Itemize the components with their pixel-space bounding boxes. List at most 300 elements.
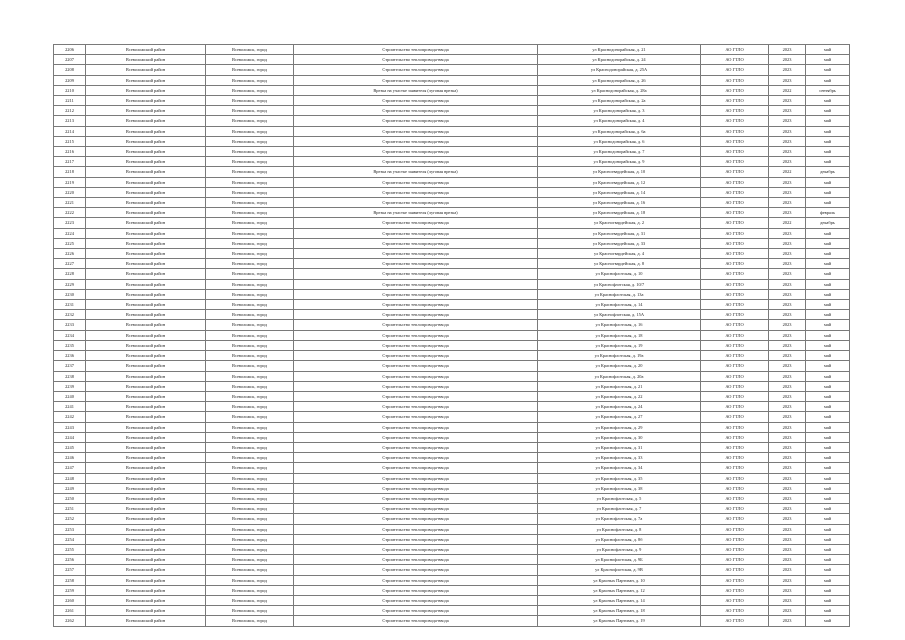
locality-cell: Всеволожск, город: [206, 116, 294, 126]
year-cell: 2023: [769, 493, 806, 503]
organization-cell: АО ГТЛО: [701, 483, 769, 493]
district-cell: Всеволожский район: [86, 269, 206, 279]
address-cell: ул Краснодонорайская, д. 9: [538, 157, 701, 167]
district-cell: Всеволожский район: [86, 585, 206, 595]
connections-table: [53, 44, 850, 627]
district-cell: Всеволожский район: [86, 575, 206, 585]
address-cell: ул Краснофлотская, д. 29: [538, 422, 701, 432]
address-cell: ул Красногвардейская, д. 10: [538, 167, 701, 177]
organization-cell: АО ГТЛО: [701, 289, 769, 299]
table-row: [54, 340, 850, 350]
table-row: [54, 391, 850, 401]
row-number-cell: 2239: [54, 381, 86, 391]
organization-cell: АО ГТЛО: [701, 106, 769, 116]
address-cell: ул Краснофлотская, д. 5: [538, 493, 701, 503]
work-type-cell: Строительство теплопровода-ввода: [294, 381, 538, 391]
row-number-cell: 2230: [54, 289, 86, 299]
locality-cell: Всеволожск, город: [206, 55, 294, 65]
address-cell: ул Краснофлотская, д. 9Б: [538, 555, 701, 565]
row-number-cell: 2240: [54, 391, 86, 401]
month-cell: май: [806, 575, 850, 585]
year-cell: 2023: [769, 504, 806, 514]
address-cell: ул Краснофлотская, д. 27: [538, 412, 701, 422]
row-number-cell: 2228: [54, 269, 86, 279]
work-type-cell: Строительство теплопровода-ввода: [294, 606, 538, 616]
work-type-cell: Строительство теплопровода-ввода: [294, 534, 538, 544]
address-cell: ул Красных Партизан, д. 18: [538, 606, 701, 616]
month-cell: май: [806, 198, 850, 208]
work-type-cell: Строительство теплопровода-ввода: [294, 555, 538, 565]
locality-cell: Всеволожск, город: [206, 136, 294, 146]
month-cell: май: [806, 391, 850, 401]
address-cell: ул Краснофлотская, д. 24: [538, 402, 701, 412]
address-cell: ул Краснофлотская, д. 14: [538, 300, 701, 310]
organization-cell: АО ГТЛО: [701, 340, 769, 350]
month-cell: май: [806, 177, 850, 187]
organization-cell: АО ГТЛО: [701, 402, 769, 412]
month-cell: май: [806, 300, 850, 310]
district-cell: Всеволожский район: [86, 259, 206, 269]
work-type-cell: Строительство теплопровода-ввода: [294, 126, 538, 136]
table-row: [54, 85, 850, 95]
district-cell: Всеволожский район: [86, 463, 206, 473]
work-type-cell: Строительство теплопровода-ввода: [294, 300, 538, 310]
row-number-cell: 2247: [54, 463, 86, 473]
table-row: [54, 320, 850, 330]
year-cell: 2023: [769, 340, 806, 350]
table-row: [54, 65, 850, 75]
locality-cell: Всеволожск, город: [206, 412, 294, 422]
table-row: [54, 381, 850, 391]
row-number-cell: 2260: [54, 595, 86, 605]
table-row: [54, 198, 850, 208]
district-cell: Всеволожский район: [86, 147, 206, 157]
organization-cell: АО ГТЛО: [701, 555, 769, 565]
district-cell: Всеволожский район: [86, 565, 206, 575]
row-number-cell: 2222: [54, 208, 86, 218]
district-cell: Всеволожский район: [86, 514, 206, 524]
district-cell: Всеволожский район: [86, 157, 206, 167]
address-cell: ул Краснофлотская, д. 19: [538, 340, 701, 350]
organization-cell: АО ГТЛО: [701, 65, 769, 75]
month-cell: май: [806, 320, 850, 330]
work-type-cell: Врезка на участке заявителя (луговая врезка): [294, 167, 538, 177]
work-type-cell: Строительство теплопровода-ввода: [294, 55, 538, 65]
locality-cell: Всеволожск, город: [206, 422, 294, 432]
district-cell: Всеволожский район: [86, 228, 206, 238]
year-cell: 2023: [769, 381, 806, 391]
month-cell: май: [806, 126, 850, 136]
table-row: [54, 208, 850, 218]
row-number-cell: 2255: [54, 544, 86, 554]
district-cell: Всеволожский район: [86, 106, 206, 116]
locality-cell: Всеволожск, город: [206, 514, 294, 524]
district-cell: Всеволожский район: [86, 249, 206, 259]
work-type-cell: Строительство теплопровода-ввода: [294, 310, 538, 320]
work-type-cell: Строительство теплопровода-ввода: [294, 412, 538, 422]
address-cell: ул Краснофлотская, д. 16: [538, 320, 701, 330]
year-cell: 2023: [769, 198, 806, 208]
month-cell: май: [806, 279, 850, 289]
work-type-cell: Строительство теплопровода-ввода: [294, 371, 538, 381]
month-cell: май: [806, 351, 850, 361]
month-cell: май: [806, 616, 850, 626]
locality-cell: Всеволожск, город: [206, 442, 294, 452]
address-cell: ул Краснодонорайская, д. 21: [538, 45, 701, 55]
district-cell: Всеволожский район: [86, 75, 206, 85]
year-cell: 2023: [769, 238, 806, 248]
address-cell: ул Краснодонорайская, д. 24: [538, 55, 701, 65]
organization-cell: АО ГТЛО: [701, 320, 769, 330]
table-row: [54, 75, 850, 85]
work-type-cell: Строительство теплопровода-ввода: [294, 96, 538, 106]
organization-cell: АО ГТЛО: [701, 422, 769, 432]
district-cell: Всеволожский район: [86, 442, 206, 452]
row-number-cell: 2229: [54, 279, 86, 289]
district-cell: Всеволожский район: [86, 320, 206, 330]
address-cell: ул Красногвардейская, д. 4: [538, 249, 701, 259]
year-cell: 2023: [769, 310, 806, 320]
work-type-cell: Строительство теплопровода-ввода: [294, 330, 538, 340]
table-row: [54, 147, 850, 157]
locality-cell: Всеволожск, город: [206, 167, 294, 177]
locality-cell: Всеволожск, город: [206, 453, 294, 463]
table-row: [54, 310, 850, 320]
locality-cell: Всеволожск, город: [206, 45, 294, 55]
work-type-cell: Строительство теплопровода-ввода: [294, 187, 538, 197]
month-cell: май: [806, 606, 850, 616]
table-row: [54, 402, 850, 412]
month-cell: май: [806, 55, 850, 65]
row-number-cell: 2259: [54, 585, 86, 595]
district-cell: Всеволожский район: [86, 595, 206, 605]
address-cell: ул Краснофлотская, д. 34: [538, 463, 701, 473]
row-number-cell: 2236: [54, 351, 86, 361]
year-cell: 2023: [769, 300, 806, 310]
address-cell: ул Красных Партизан, д. 10: [538, 575, 701, 585]
row-number-cell: 2252: [54, 514, 86, 524]
work-type-cell: Строительство теплопровода-ввода: [294, 279, 538, 289]
organization-cell: АО ГТЛО: [701, 493, 769, 503]
table-row: [54, 555, 850, 565]
year-cell: 2022: [769, 218, 806, 228]
year-cell: 2023: [769, 208, 806, 218]
month-cell: май: [806, 361, 850, 371]
work-type-cell: Строительство теплопровода-ввода: [294, 504, 538, 514]
district-cell: Всеволожский район: [86, 412, 206, 422]
month-cell: май: [806, 187, 850, 197]
organization-cell: АО ГТЛО: [701, 300, 769, 310]
organization-cell: АО ГТЛО: [701, 616, 769, 626]
address-cell: ул Краснофлотская, д. 9: [538, 544, 701, 554]
locality-cell: Всеволожск, город: [206, 259, 294, 269]
year-cell: 2023: [769, 116, 806, 126]
year-cell: 2023: [769, 371, 806, 381]
locality-cell: Всеволожск, город: [206, 279, 294, 289]
locality-cell: Всеволожск, город: [206, 493, 294, 503]
row-number-cell: 2253: [54, 524, 86, 534]
work-type-cell: Строительство теплопровода-ввода: [294, 249, 538, 259]
district-cell: Всеволожский район: [86, 555, 206, 565]
table-row: [54, 422, 850, 432]
table-row: [54, 473, 850, 483]
year-cell: 2023: [769, 259, 806, 269]
month-cell: май: [806, 524, 850, 534]
locality-cell: Всеволожск, город: [206, 65, 294, 75]
month-cell: май: [806, 157, 850, 167]
work-type-cell: Строительство теплопровода-ввода: [294, 228, 538, 238]
organization-cell: АО ГТЛО: [701, 157, 769, 167]
table-row: [54, 483, 850, 493]
row-number-cell: 2249: [54, 483, 86, 493]
year-cell: 2023: [769, 269, 806, 279]
work-type-cell: Строительство теплопровода-ввода: [294, 157, 538, 167]
month-cell: май: [806, 565, 850, 575]
work-type-cell: Строительство теплопровода-ввода: [294, 136, 538, 146]
year-cell: 2023: [769, 595, 806, 605]
work-type-cell: Строительство теплопровода-ввода: [294, 422, 538, 432]
locality-cell: Всеволожск, город: [206, 228, 294, 238]
month-cell: май: [806, 493, 850, 503]
address-cell: ул Краснофлотская, д. 30: [538, 432, 701, 442]
table-row: [54, 187, 850, 197]
month-cell: сентябрь: [806, 85, 850, 95]
month-cell: май: [806, 289, 850, 299]
organization-cell: АО ГТЛО: [701, 218, 769, 228]
address-cell: ул Красногвардейская, д. 31: [538, 228, 701, 238]
year-cell: 2023: [769, 187, 806, 197]
work-type-cell: Строительство теплопровода-ввода: [294, 340, 538, 350]
organization-cell: АО ГТЛО: [701, 259, 769, 269]
row-number-cell: 2248: [54, 473, 86, 483]
year-cell: 2023: [769, 565, 806, 575]
district-cell: Всеволожский район: [86, 402, 206, 412]
organization-cell: АО ГТЛО: [701, 310, 769, 320]
district-cell: Всеволожский район: [86, 55, 206, 65]
table-row: [54, 493, 850, 503]
locality-cell: Всеволожск, город: [206, 320, 294, 330]
address-cell: ул Краснофлотская, д. 35: [538, 473, 701, 483]
row-number-cell: 2227: [54, 259, 86, 269]
row-number-cell: 2237: [54, 361, 86, 371]
address-cell: ул Краснодонорайская, д. 2а: [538, 96, 701, 106]
organization-cell: АО ГТЛО: [701, 595, 769, 605]
locality-cell: Всеволожск, город: [206, 85, 294, 95]
month-cell: май: [806, 65, 850, 75]
address-cell: ул Краснофлотская, д. 20а: [538, 371, 701, 381]
address-cell: ул Краснофлотская, д. 8: [538, 524, 701, 534]
locality-cell: Всеволожск, город: [206, 106, 294, 116]
work-type-cell: Строительство теплопровода-ввода: [294, 493, 538, 503]
locality-cell: Всеволожск, город: [206, 483, 294, 493]
locality-cell: Всеволожск, город: [206, 391, 294, 401]
row-number-cell: 2225: [54, 238, 86, 248]
address-cell: ул Краснофлотская, д. 19а: [538, 351, 701, 361]
table-row: [54, 463, 850, 473]
address-cell: ул Красногвардейская, д. 2: [538, 218, 701, 228]
work-type-cell: Строительство теплопровода-ввода: [294, 402, 538, 412]
month-cell: май: [806, 402, 850, 412]
organization-cell: АО ГТЛО: [701, 75, 769, 85]
district-cell: Всеволожский район: [86, 616, 206, 626]
month-cell: май: [806, 228, 850, 238]
table-row: [54, 412, 850, 422]
locality-cell: Всеволожск, город: [206, 289, 294, 299]
district-cell: Всеволожский район: [86, 177, 206, 187]
row-number-cell: 2213: [54, 116, 86, 126]
address-cell: ул Краснодонорайская, д. 3: [538, 106, 701, 116]
locality-cell: Всеволожск, город: [206, 96, 294, 106]
district-cell: Всеволожский район: [86, 85, 206, 95]
month-cell: май: [806, 75, 850, 85]
organization-cell: АО ГТЛО: [701, 606, 769, 616]
locality-cell: Всеволожск, город: [206, 177, 294, 187]
locality-cell: Всеволожск, город: [206, 606, 294, 616]
address-cell: ул Краснофлотская, д. 10: [538, 269, 701, 279]
district-cell: Всеволожский район: [86, 218, 206, 228]
organization-cell: АО ГТЛО: [701, 238, 769, 248]
month-cell: май: [806, 483, 850, 493]
organization-cell: АО ГТЛО: [701, 126, 769, 136]
address-cell: ул Красногвардейская, д. 16: [538, 198, 701, 208]
address-cell: ул Краснодонорайская, д. 26: [538, 75, 701, 85]
table-row: [54, 351, 850, 361]
organization-cell: АО ГТЛО: [701, 55, 769, 65]
organization-cell: АО ГТЛО: [701, 177, 769, 187]
address-cell: ул Краснофлотская, д. 20: [538, 361, 701, 371]
table-row: [54, 157, 850, 167]
month-cell: май: [806, 96, 850, 106]
organization-cell: АО ГТЛО: [701, 85, 769, 95]
locality-cell: Всеволожск, город: [206, 575, 294, 585]
work-type-cell: Строительство теплопровода-ввода: [294, 453, 538, 463]
organization-cell: АО ГТЛО: [701, 371, 769, 381]
work-type-cell: Строительство теплопровода-ввода: [294, 442, 538, 452]
row-number-cell: 2219: [54, 177, 86, 187]
locality-cell: Всеволожск, город: [206, 565, 294, 575]
row-number-cell: 2234: [54, 330, 86, 340]
row-number-cell: 2242: [54, 412, 86, 422]
row-number-cell: 2262: [54, 616, 86, 626]
work-type-cell: Строительство теплопровода-ввода: [294, 565, 538, 575]
row-number-cell: 2235: [54, 340, 86, 350]
month-cell: май: [806, 259, 850, 269]
address-cell: ул Краснодонорайская, д. 7: [538, 147, 701, 157]
locality-cell: Всеволожск, город: [206, 300, 294, 310]
locality-cell: Всеволожск, город: [206, 504, 294, 514]
work-type-cell: Строительство теплопровода-ввода: [294, 585, 538, 595]
year-cell: 2023: [769, 534, 806, 544]
district-cell: Всеволожский район: [86, 136, 206, 146]
row-number-cell: 2210: [54, 85, 86, 95]
organization-cell: АО ГТЛО: [701, 524, 769, 534]
address-cell: ул Краснофлотская, д. 38: [538, 483, 701, 493]
organization-cell: АО ГТЛО: [701, 453, 769, 463]
locality-cell: Всеволожск, город: [206, 463, 294, 473]
year-cell: 2023: [769, 524, 806, 534]
year-cell: 2023: [769, 55, 806, 65]
year-cell: 2023: [769, 514, 806, 524]
organization-cell: АО ГТЛО: [701, 442, 769, 452]
table-row: [54, 453, 850, 463]
locality-cell: Всеволожск, город: [206, 157, 294, 167]
table-row: [54, 300, 850, 310]
row-number-cell: 2241: [54, 402, 86, 412]
row-number-cell: 2261: [54, 606, 86, 616]
year-cell: 2023: [769, 249, 806, 259]
organization-cell: АО ГТЛО: [701, 391, 769, 401]
address-cell: ул Краснодонорайская, д. 28а: [538, 85, 701, 95]
locality-cell: Всеволожск, город: [206, 238, 294, 248]
organization-cell: АО ГТЛО: [701, 228, 769, 238]
year-cell: 2023: [769, 289, 806, 299]
address-cell: ул Красногвардейская, д. 12: [538, 177, 701, 187]
table-row: [54, 442, 850, 452]
work-type-cell: Строительство теплопровода-ввода: [294, 218, 538, 228]
year-cell: 2023: [769, 126, 806, 136]
month-cell: май: [806, 136, 850, 146]
row-number-cell: 2233: [54, 320, 86, 330]
district-cell: Всеволожский район: [86, 300, 206, 310]
address-cell: ул Красногвардейская, д. 14: [538, 187, 701, 197]
year-cell: 2023: [769, 177, 806, 187]
row-number-cell: 2223: [54, 218, 86, 228]
locality-cell: Всеволожск, город: [206, 616, 294, 626]
table-row: [54, 269, 850, 279]
row-number-cell: 2221: [54, 198, 86, 208]
district-cell: Всеволожский район: [86, 126, 206, 136]
year-cell: 2023: [769, 544, 806, 554]
year-cell: 2023: [769, 228, 806, 238]
locality-cell: Всеволожск, город: [206, 126, 294, 136]
month-cell: май: [806, 147, 850, 157]
locality-cell: Всеволожск, город: [206, 75, 294, 85]
month-cell: май: [806, 238, 850, 248]
district-cell: Всеволожский район: [86, 422, 206, 432]
row-number-cell: 2251: [54, 504, 86, 514]
table-row: [54, 218, 850, 228]
locality-cell: Всеволожск, город: [206, 473, 294, 483]
organization-cell: АО ГТЛО: [701, 381, 769, 391]
organization-cell: АО ГТЛО: [701, 198, 769, 208]
row-number-cell: 2232: [54, 310, 86, 320]
row-number-cell: 2217: [54, 157, 86, 167]
address-cell: ул Краснодонорайская, д. 6: [538, 136, 701, 146]
table-row: [54, 136, 850, 146]
year-cell: 2023: [769, 616, 806, 626]
work-type-cell: Строительство теплопровода-ввода: [294, 514, 538, 524]
organization-cell: АО ГТЛО: [701, 279, 769, 289]
district-cell: Всеволожский район: [86, 167, 206, 177]
table-row: [54, 177, 850, 187]
table-row: [54, 289, 850, 299]
district-cell: Всеволожский район: [86, 198, 206, 208]
work-type-cell: Строительство теплопровода-ввода: [294, 616, 538, 626]
table-row: [54, 616, 850, 626]
work-type-cell: Строительство теплопровода-ввода: [294, 320, 538, 330]
work-type-cell: Строительство теплопровода-ввода: [294, 463, 538, 473]
work-type-cell: Строительство теплопровода-ввода: [294, 45, 538, 55]
month-cell: декабрь: [806, 167, 850, 177]
row-number-cell: 2254: [54, 534, 86, 544]
district-cell: Всеволожский район: [86, 279, 206, 289]
district-cell: Всеволожский район: [86, 351, 206, 361]
address-cell: ул Краснофлотская, д. 9В: [538, 565, 701, 575]
district-cell: Всеволожский район: [86, 483, 206, 493]
work-type-cell: Строительство теплопровода-ввода: [294, 391, 538, 401]
district-cell: Всеволожский район: [86, 96, 206, 106]
month-cell: май: [806, 310, 850, 320]
